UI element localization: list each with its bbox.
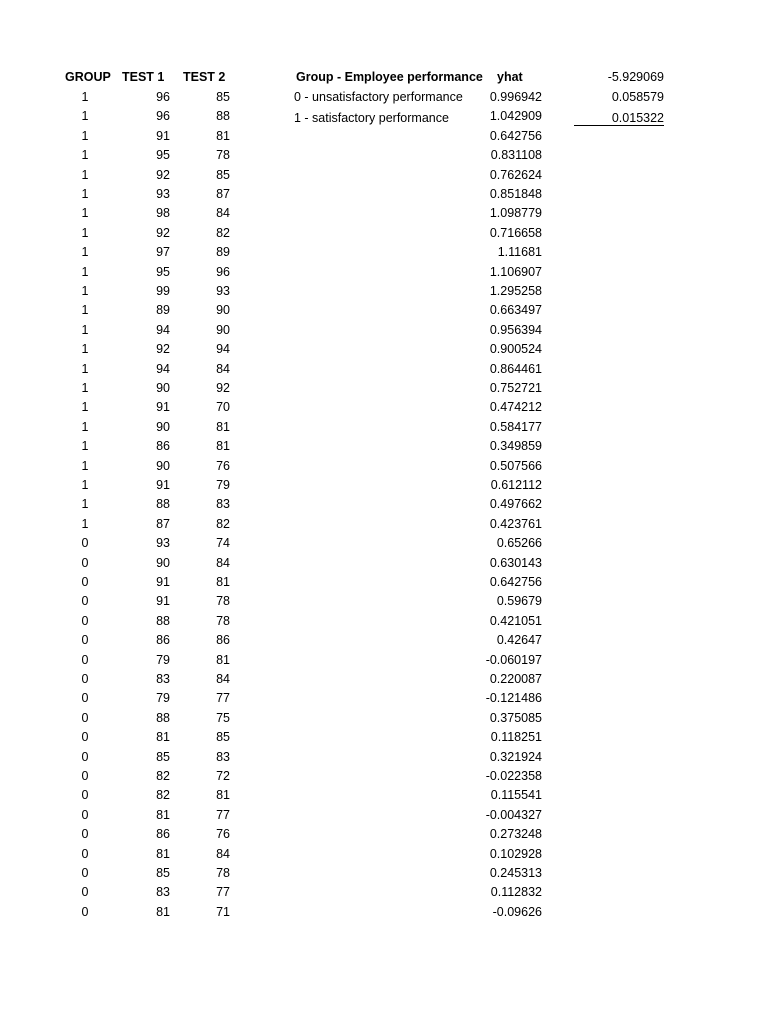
- cell-yhat: 0.273248: [489, 827, 542, 841]
- cell-test1: 82: [156, 788, 170, 802]
- cell-yhat: 0.716658: [489, 226, 542, 240]
- cell-yhat: 0.497662: [489, 497, 542, 511]
- cell-yhat: 0.642756: [489, 575, 542, 589]
- cell-group: 0: [81, 750, 89, 764]
- cell-test1: 81: [156, 847, 170, 861]
- cell-group: 0: [81, 866, 89, 880]
- cell-test1: 91: [156, 478, 170, 492]
- cell-test2: 72: [216, 769, 230, 783]
- cell-test1: 94: [156, 323, 170, 337]
- cell-group: 0: [81, 575, 89, 589]
- cell-test1: 81: [156, 905, 170, 919]
- cell-group: 0: [81, 653, 89, 667]
- cell-group: 1: [81, 206, 89, 220]
- cell-yhat: 0.423761: [489, 517, 542, 531]
- cell-test2: 81: [216, 788, 230, 802]
- cell-yhat: 0.642756: [489, 129, 542, 143]
- cell-yhat: 0.831108: [490, 148, 542, 162]
- cell-test2: 87: [216, 187, 230, 201]
- cell-test2: 96: [216, 265, 230, 279]
- cell-test1: 99: [156, 284, 170, 298]
- cell-yhat: 0.42647: [496, 633, 542, 647]
- cell-test2: 76: [216, 459, 230, 473]
- coefficient-intercept: -5.929069: [607, 70, 664, 84]
- cell-group: 0: [81, 536, 89, 550]
- cell-group: 1: [81, 420, 89, 434]
- cell-group: 1: [81, 265, 89, 279]
- cell-test2: 83: [216, 497, 230, 511]
- cell-yhat: 0.245313: [489, 866, 542, 880]
- cell-yhat: 0.115541: [490, 788, 542, 802]
- cell-test2: 94: [216, 342, 230, 356]
- cell-test1: 92: [156, 342, 170, 356]
- cell-yhat: 0.996942: [489, 90, 542, 104]
- cell-yhat: 1.106907: [489, 265, 542, 279]
- cell-test1: 88: [156, 711, 170, 725]
- cell-test1: 81: [156, 730, 170, 744]
- cell-test1: 94: [156, 362, 170, 376]
- cell-test1: 92: [156, 226, 170, 240]
- cell-yhat: 0.663497: [489, 303, 542, 317]
- cell-yhat: 1.11681: [497, 245, 542, 259]
- cell-test1: 90: [156, 420, 170, 434]
- cell-group: 1: [81, 400, 89, 414]
- cell-yhat: 0.65266: [496, 536, 542, 550]
- cell-group: 1: [81, 497, 89, 511]
- cell-group: 1: [81, 168, 89, 182]
- legend-line-1: 1 - satisfactory performance: [294, 111, 449, 125]
- cell-test1: 96: [156, 90, 170, 104]
- cell-test2: 84: [216, 672, 230, 686]
- header-legend-title: Group - Employee performance: [296, 70, 483, 84]
- cell-test1: 90: [156, 381, 170, 395]
- cell-group: 0: [81, 885, 89, 899]
- cell-yhat: 0.864461: [489, 362, 542, 376]
- cell-test1: 93: [156, 536, 170, 550]
- cell-test1: 88: [156, 614, 170, 628]
- cell-test2: 84: [216, 847, 230, 861]
- cell-yhat: 0.752721: [489, 381, 542, 395]
- cell-test1: 90: [156, 556, 170, 570]
- cell-test2: 77: [216, 885, 230, 899]
- cell-group: 1: [81, 323, 89, 337]
- cell-yhat: 0.220087: [489, 672, 542, 686]
- cell-test2: 81: [216, 420, 230, 434]
- cell-group: 0: [81, 691, 89, 705]
- cell-test2: 82: [216, 226, 230, 240]
- cell-test1: 83: [156, 672, 170, 686]
- cell-test2: 81: [216, 653, 230, 667]
- cell-group: 0: [81, 808, 89, 822]
- cell-test2: 83: [216, 750, 230, 764]
- cell-yhat: 1.098779: [489, 206, 542, 220]
- cell-test1: 88: [156, 497, 170, 511]
- cell-test2: 85: [216, 90, 230, 104]
- cell-yhat: -0.09626: [492, 905, 542, 919]
- cell-test2: 81: [216, 575, 230, 589]
- cell-group: 1: [81, 439, 89, 453]
- cell-test1: 85: [156, 866, 170, 880]
- cell-yhat: 1.295258: [489, 284, 542, 298]
- cell-group: 1: [81, 109, 89, 123]
- cell-test2: 70: [216, 400, 230, 414]
- cell-test2: 90: [216, 303, 230, 317]
- cell-yhat: 1.042909: [489, 109, 542, 123]
- cell-group: 1: [81, 517, 89, 531]
- cell-test1: 82: [156, 769, 170, 783]
- cell-group: 0: [81, 905, 89, 919]
- cell-test1: 85: [156, 750, 170, 764]
- cell-test2: 79: [216, 478, 230, 492]
- cell-test1: 86: [156, 827, 170, 841]
- cell-group: 1: [81, 129, 89, 143]
- cell-test2: 89: [216, 245, 230, 259]
- cell-group: 1: [81, 284, 89, 298]
- cell-test2: 84: [216, 556, 230, 570]
- cell-test2: 74: [216, 536, 230, 550]
- cell-yhat: 0.321924: [489, 750, 542, 764]
- cell-yhat: 0.630143: [489, 556, 542, 570]
- cell-test2: 93: [216, 284, 230, 298]
- cell-group: 0: [81, 614, 89, 628]
- cell-group: 0: [81, 769, 89, 783]
- cell-group: 1: [81, 362, 89, 376]
- cell-group: 1: [81, 459, 89, 473]
- cell-test1: 95: [156, 148, 170, 162]
- cell-group: 1: [81, 148, 89, 162]
- cell-yhat: 0.375085: [489, 711, 542, 725]
- cell-yhat: 0.956394: [489, 323, 542, 337]
- cell-group: 0: [81, 633, 89, 647]
- cell-yhat: 0.421051: [489, 614, 542, 628]
- cell-test1: 98: [156, 206, 170, 220]
- cell-group: 0: [81, 556, 89, 570]
- header-test2: TEST 2: [183, 70, 226, 84]
- cell-group: 1: [81, 381, 89, 395]
- cell-test2: 88: [216, 109, 230, 123]
- cell-test2: 77: [216, 808, 230, 822]
- cell-test1: 79: [156, 691, 170, 705]
- cell-group: 1: [81, 303, 89, 317]
- cell-test2: 77: [216, 691, 230, 705]
- cell-test1: 91: [156, 400, 170, 414]
- cell-test2: 71: [216, 905, 230, 919]
- cell-test2: 81: [216, 129, 230, 143]
- cell-test2: 78: [216, 148, 230, 162]
- cell-yhat: 0.612112: [490, 478, 542, 492]
- cell-test2: 78: [216, 614, 230, 628]
- cell-test2: 92: [216, 381, 230, 395]
- cell-yhat: 0.584177: [489, 420, 542, 434]
- cell-test1: 92: [156, 168, 170, 182]
- cell-test2: 84: [216, 362, 230, 376]
- cell-test1: 83: [156, 885, 170, 899]
- cell-group: 0: [81, 672, 89, 686]
- cell-test1: 91: [156, 575, 170, 589]
- cell-test2: 78: [216, 594, 230, 608]
- cell-yhat: 0.102928: [489, 847, 542, 861]
- cell-yhat: 0.900524: [489, 342, 542, 356]
- cell-test1: 86: [156, 439, 170, 453]
- header-group: GROUP: [65, 70, 111, 84]
- header-test1: TEST 1: [122, 70, 165, 84]
- cell-test1: 89: [156, 303, 170, 317]
- cell-test2: 82: [216, 517, 230, 531]
- cell-test1: 96: [156, 109, 170, 123]
- cell-yhat: 0.59679: [496, 594, 542, 608]
- legend-line-0: 0 - unsatisfactory performance: [294, 90, 463, 104]
- cell-yhat: 0.762624: [489, 168, 542, 182]
- cell-yhat: 0.507566: [489, 459, 542, 473]
- cell-group: 0: [81, 711, 89, 725]
- cell-test1: 90: [156, 459, 170, 473]
- cell-yhat: 0.118251: [490, 730, 542, 744]
- cell-test2: 85: [216, 730, 230, 744]
- cell-group: 0: [81, 847, 89, 861]
- cell-group: 1: [81, 245, 89, 259]
- cell-test2: 85: [216, 168, 230, 182]
- cell-test1: 81: [156, 808, 170, 822]
- cell-group: 1: [81, 90, 89, 104]
- header-yhat: yhat: [497, 70, 523, 84]
- cell-test1: 97: [156, 245, 170, 259]
- cell-yhat: -0.004327: [485, 808, 542, 822]
- coefficient-test1: 0.058579: [611, 90, 664, 104]
- cell-group: 0: [81, 594, 89, 608]
- cell-group: 0: [81, 788, 89, 802]
- cell-yhat: 0.349859: [489, 439, 542, 453]
- coefficient-test2: 0.015322: [574, 111, 664, 126]
- cell-group: 1: [81, 226, 89, 240]
- cell-test2: 75: [216, 711, 230, 725]
- cell-test1: 79: [156, 653, 170, 667]
- cell-test1: 86: [156, 633, 170, 647]
- cell-group: 0: [81, 730, 89, 744]
- cell-test2: 76: [216, 827, 230, 841]
- cell-test1: 91: [156, 594, 170, 608]
- cell-test1: 93: [156, 187, 170, 201]
- cell-group: 1: [81, 342, 89, 356]
- cell-test1: 91: [156, 129, 170, 143]
- cell-test1: 87: [156, 517, 170, 531]
- cell-group: 1: [81, 478, 89, 492]
- cell-group: 1: [81, 187, 89, 201]
- cell-test2: 90: [216, 323, 230, 337]
- cell-test1: 95: [156, 265, 170, 279]
- cell-yhat: 0.474212: [489, 400, 542, 414]
- cell-test2: 81: [216, 439, 230, 453]
- cell-yhat: -0.121486: [485, 691, 542, 705]
- cell-yhat: 0.112832: [490, 885, 542, 899]
- cell-yhat: -0.060197: [485, 653, 542, 667]
- cell-group: 0: [81, 827, 89, 841]
- cell-test2: 86: [216, 633, 230, 647]
- cell-test2: 84: [216, 206, 230, 220]
- cell-yhat: -0.022358: [485, 769, 542, 783]
- cell-test2: 78: [216, 866, 230, 880]
- cell-yhat: 0.851848: [489, 187, 542, 201]
